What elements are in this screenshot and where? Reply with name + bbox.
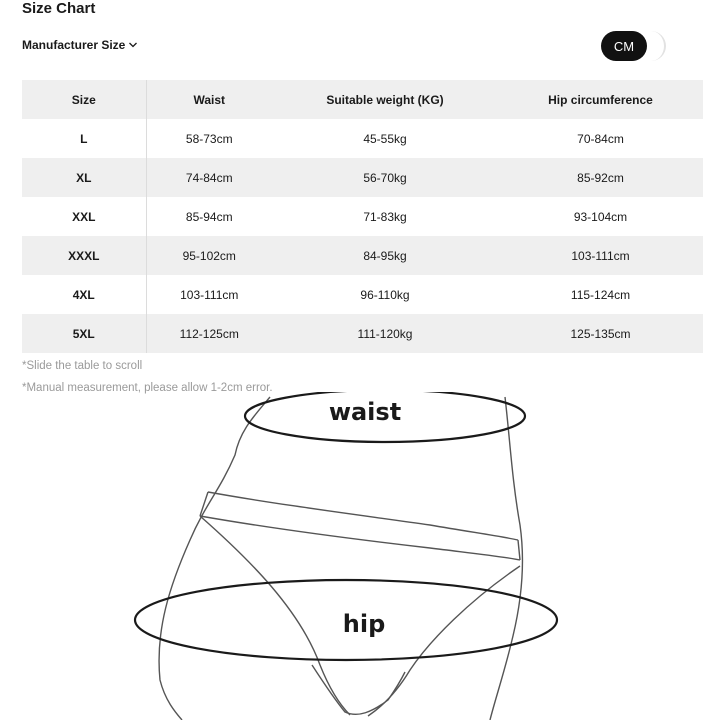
cell-hip: 125-135cm (498, 314, 703, 353)
briefs-left-leg (200, 516, 350, 715)
briefs-waistband-bottom (200, 516, 520, 560)
table-row (22, 314, 703, 353)
briefs-right-side (518, 540, 520, 560)
size-table (22, 80, 703, 353)
column-header-size: Size (22, 80, 146, 119)
table-row (22, 158, 703, 197)
unit-toggle-next[interactable] (650, 31, 666, 61)
body-left-contour (159, 397, 270, 720)
cell-waist: 95-102cm (146, 236, 272, 275)
table-row (22, 236, 703, 275)
cell-weight: 84-95kg (272, 236, 498, 275)
cell-weight: 111-120kg (272, 314, 498, 353)
hip-label: hip (342, 610, 386, 638)
cell-weight: 71-83kg (363, 209, 407, 224)
cell-hip: 93-104cm (573, 209, 628, 224)
body-right-contour (490, 397, 522, 720)
cell-weight: 45-55kg (363, 131, 407, 146)
scroll-hint: *Slide the table to scroll (22, 360, 143, 372)
cell-waist: 103-111cm (180, 287, 239, 302)
column-header-weight: Suitable weight (KG) (272, 80, 498, 119)
cell-hip: 103-111cm (498, 236, 703, 275)
manufacturer-size-label: Manufacturer Size (22, 38, 126, 52)
cell-weight: 56-70kg (272, 158, 498, 197)
cell-weight: 96-110kg (360, 287, 410, 302)
waist-label: waist (328, 398, 402, 426)
briefs-waistband-top (208, 492, 518, 540)
manufacturer-size-dropdown[interactable] (22, 38, 138, 52)
cell-waist: 112-125cm (146, 314, 272, 353)
cell-size: XL (22, 158, 146, 197)
cell-hip: 70-84cm (577, 131, 624, 146)
size-table-container[interactable] (22, 80, 703, 353)
cell-waist: 85-94cm (185, 209, 233, 224)
page-title: Size Chart (22, 0, 96, 17)
table-row (22, 119, 703, 158)
cell-size: 5XL (22, 314, 146, 353)
column-header-hip: Hip circumference (498, 80, 703, 119)
cell-size: 4XL (22, 275, 146, 314)
table-header-row (22, 80, 703, 119)
unit-toggle-cm[interactable]: CM (601, 31, 647, 61)
cell-waist: 58-73cm (185, 131, 233, 146)
cell-hip: 85-92cm (498, 158, 703, 197)
cell-size: L (22, 119, 146, 158)
cell-size: XXL (22, 197, 146, 236)
chevron-down-icon (128, 41, 138, 49)
cell-waist: 74-84cm (146, 158, 272, 197)
cell-hip: 115-124cm (570, 287, 631, 302)
column-header-waist: Waist (146, 80, 272, 119)
cell-size: XXXL (22, 236, 146, 275)
measurement-diagram (0, 392, 720, 720)
table-row (22, 197, 703, 236)
measurement-note: *Manual measurement, please allow 1-2cm error. (22, 382, 273, 394)
briefs-gusset (312, 665, 405, 714)
table-row (22, 275, 703, 314)
